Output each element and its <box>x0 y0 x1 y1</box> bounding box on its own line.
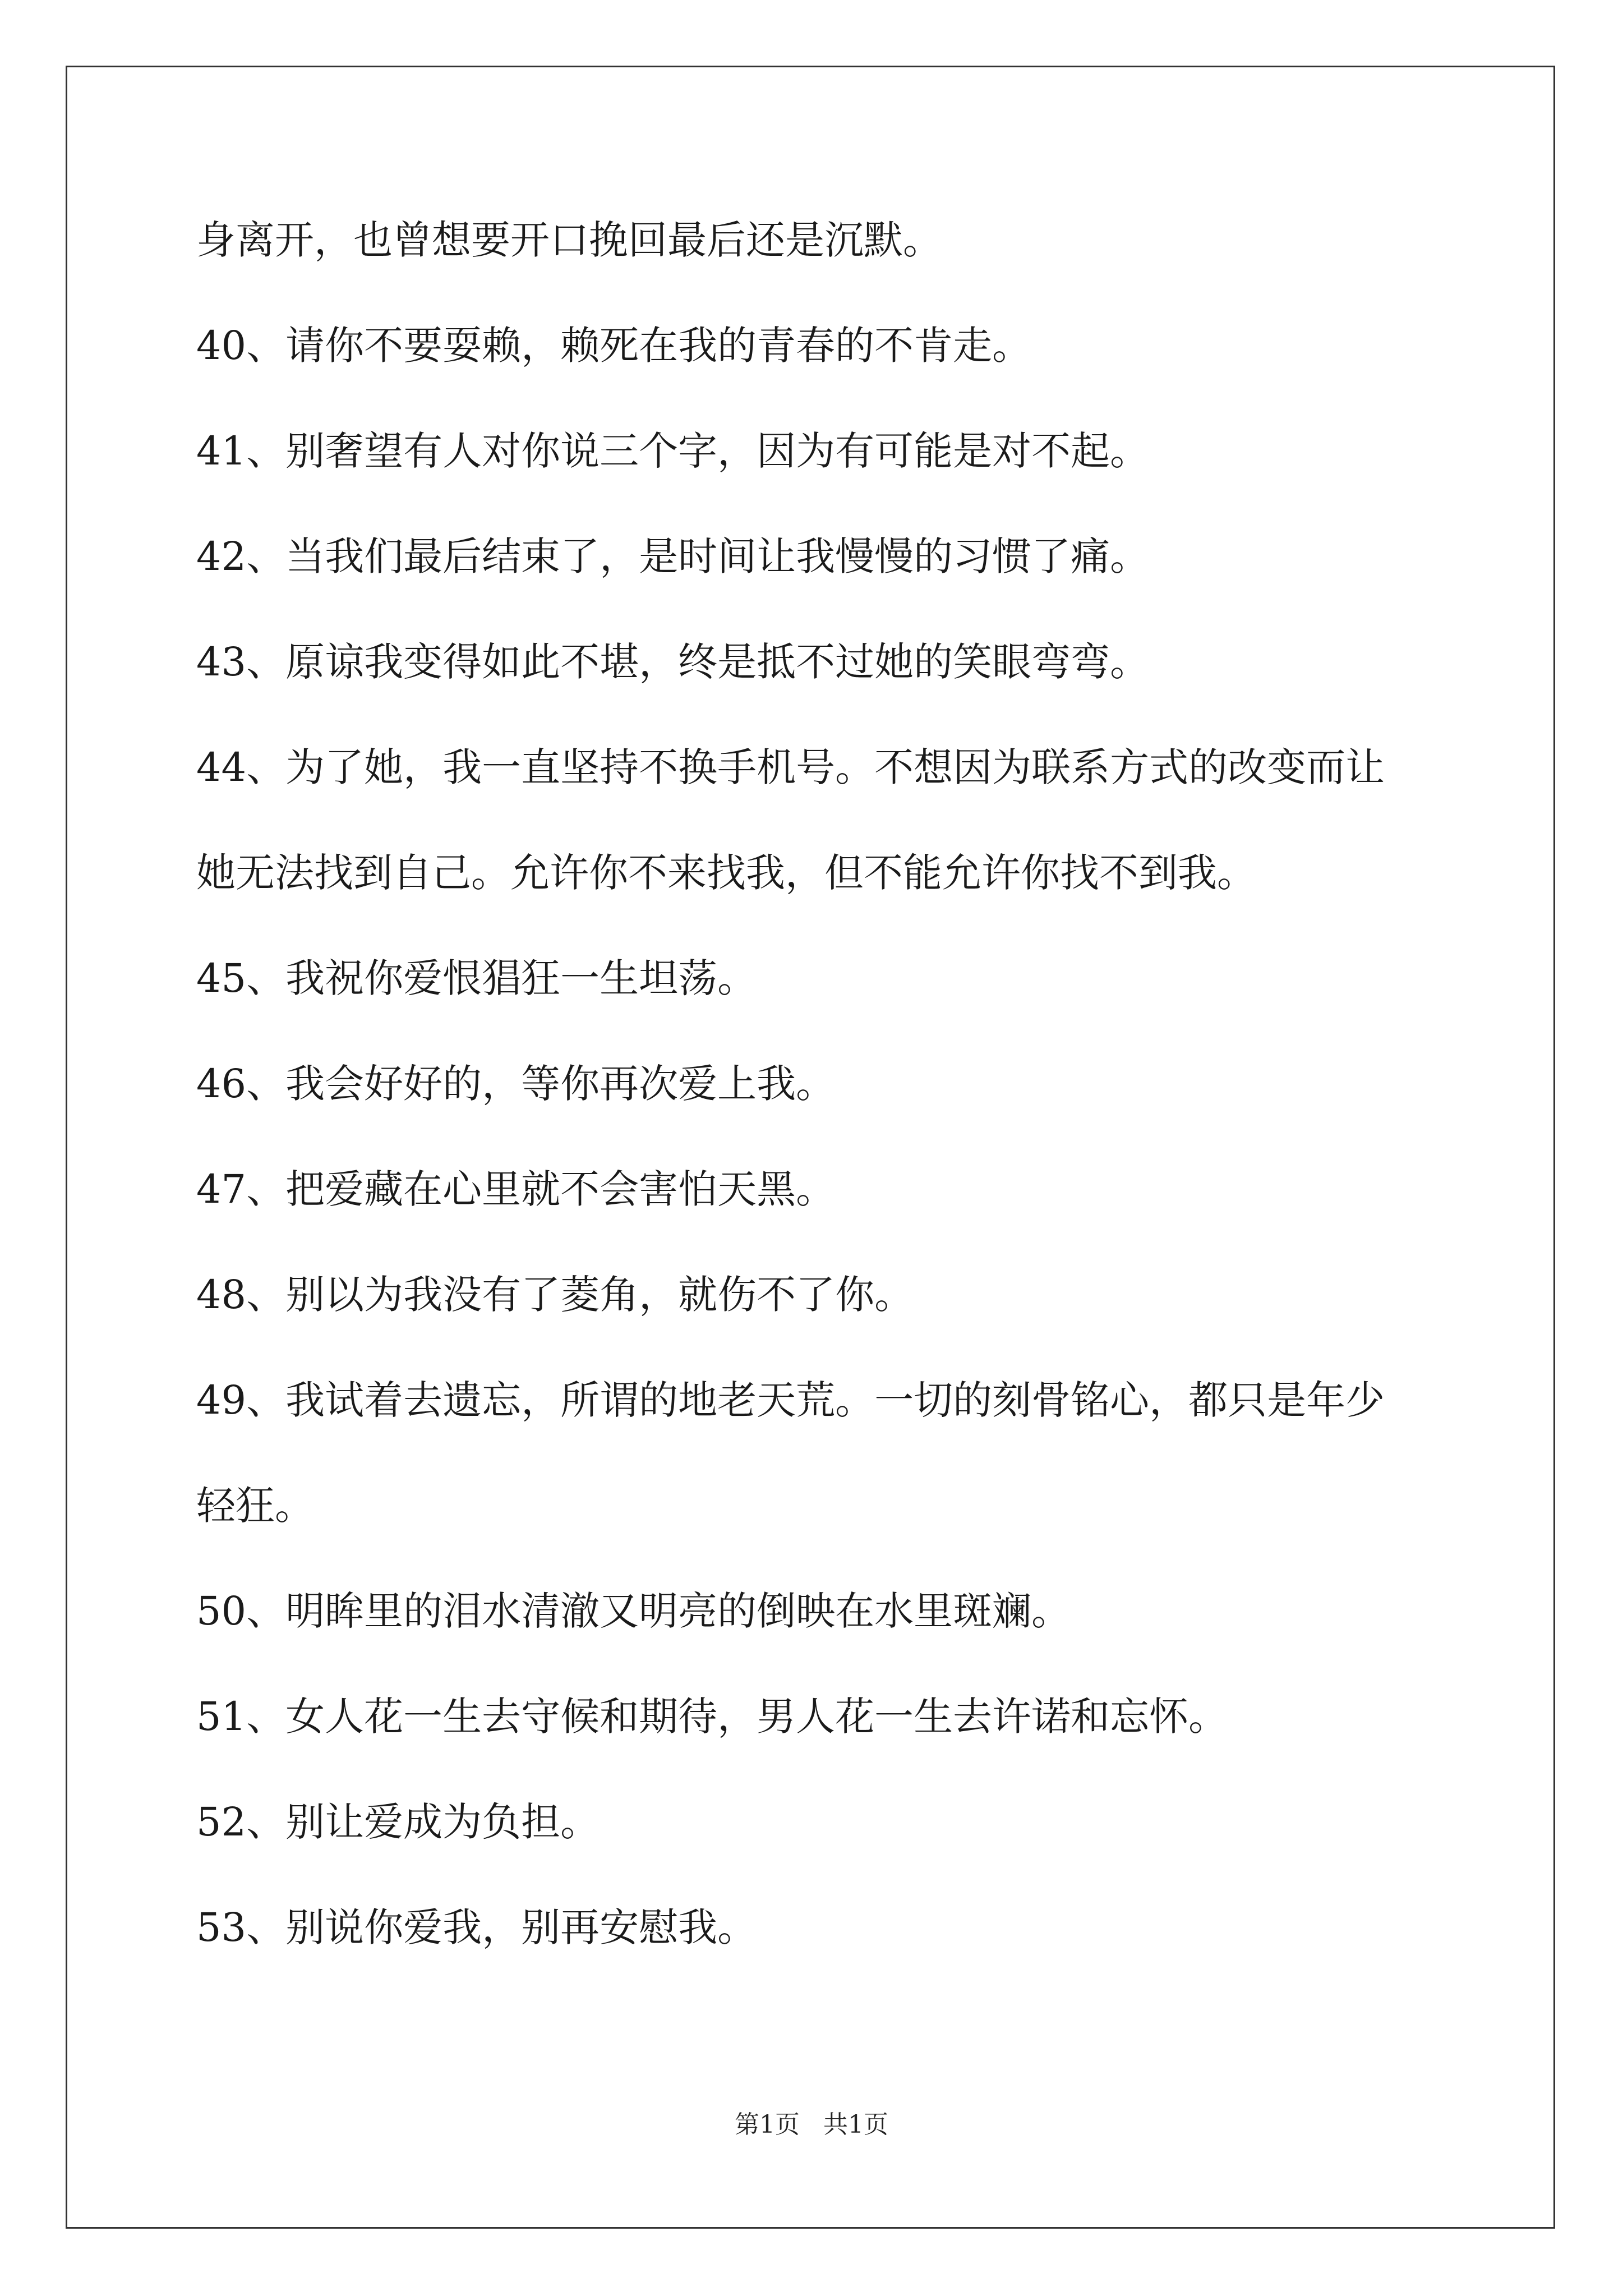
text-line: 52、别让爱成为负担。 <box>196 1799 600 1845</box>
text-line: 43、原谅我变得如此不堪，终是抵不过她的笑眼弯弯。 <box>196 639 1150 685</box>
text-line: 49、我试着去遗忘，所谓的地老天荒。一切的刻骨铭心，都只是年少 <box>196 1377 1385 1423</box>
text-line: 50、明眸里的泪水清澈又明亮的倒映在水里斑斓。 <box>196 1588 1071 1634</box>
text-line: 51、女人花一生去守候和期待，男人花一生去许诺和忘怀。 <box>196 1694 1228 1740</box>
text-line: 她无法找到自己。允许你不来找我，但不能允许你找不到我。 <box>196 850 1256 896</box>
page-number: 第1页 <box>735 2110 800 2139</box>
page-count: 共1页 <box>823 2110 888 2139</box>
text-line: 41、别奢望有人对你说三个字，因为有可能是对不起。 <box>196 428 1150 474</box>
text-line: 46、我会好好的，等你再次爱上我。 <box>196 1061 836 1107</box>
text-line: 45、我祝你爱恨猖狂一生坦荡。 <box>196 955 757 1001</box>
text-line: 42、当我们最后结束了，是时间让我慢慢的习惯了痛。 <box>196 533 1150 579</box>
text-line: 48、别以为我没有了菱角，就伤不了你。 <box>196 1272 914 1318</box>
text-line: 47、把爱藏在心里就不会害怕天黑。 <box>196 1166 836 1212</box>
text-line: 44、为了她，我一直坚持不换手机号。不想因为联系方式的改变而让 <box>196 744 1385 790</box>
text-line: 身离开，也曾想要开口挽回最后还是沉默。 <box>196 217 942 263</box>
page-footer <box>0 2108 1623 2142</box>
text-line: 轻狂。 <box>196 1483 314 1529</box>
text-line: 53、别说你爱我，别再安慰我。 <box>196 1904 757 1950</box>
text-line: 40、请你不要耍赖，赖死在我的青春的不肯走。 <box>196 323 1032 369</box>
